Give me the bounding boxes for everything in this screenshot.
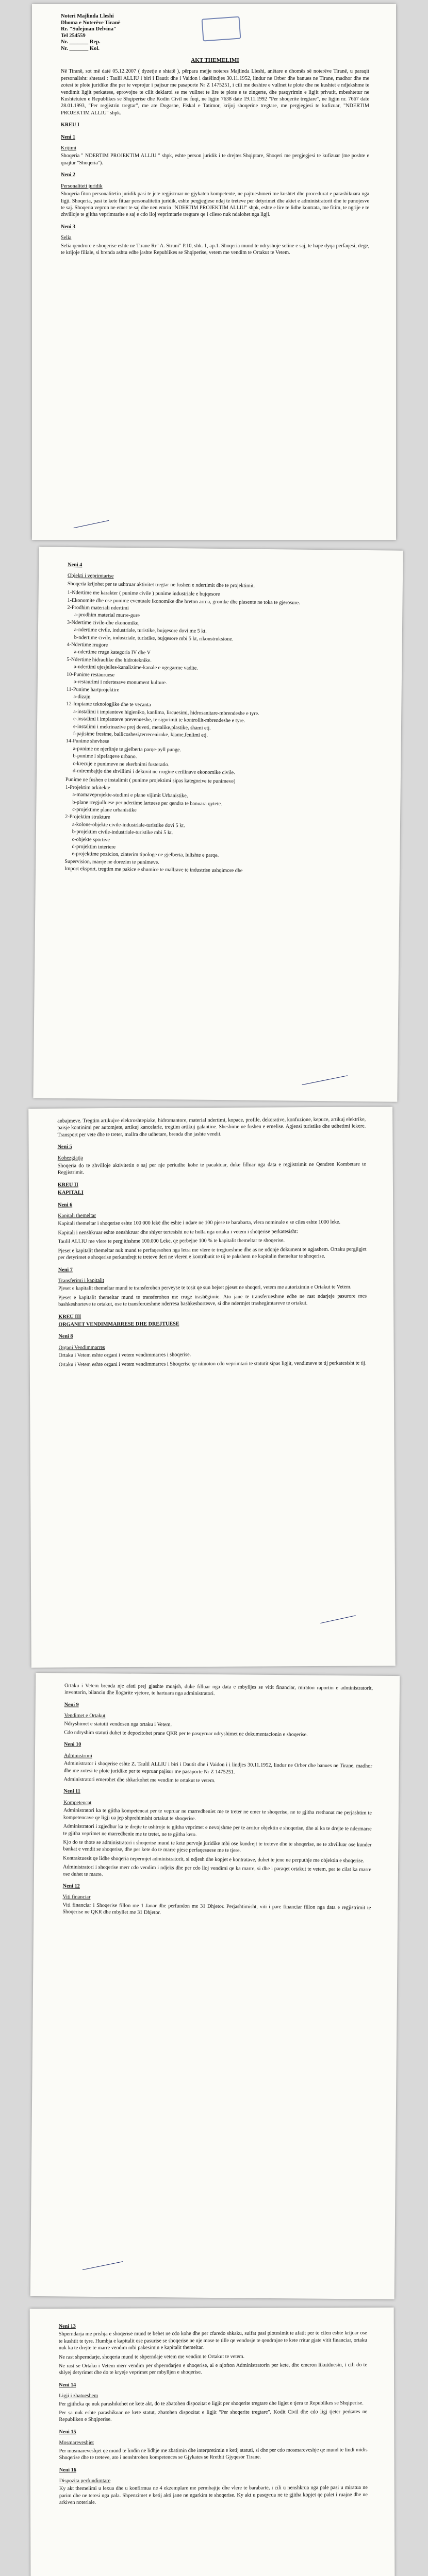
activity-item: d-mirembajtje dhe shvillimi i dekuvit ne rrugine cerilinave ekonomike civile. — [73, 768, 235, 776]
notary-name: Noteri Majlinda Lleshi — [61, 13, 114, 19]
article-10-title: Administrimi — [63, 1753, 92, 1759]
article-15-title: Mosmareveshjet — [59, 2440, 94, 2446]
kreu-3-title: ORGANET VENDIMMARRESE DHE DREJTUESE — [58, 1321, 179, 1328]
activity-tail-item: Import eksport, tregtim me pakice e shumice te mallrave te industrise ushqimore dhe — [64, 866, 243, 874]
activity-list — [65, 589, 376, 777]
kreu-2-title: KAPITALI — [57, 1190, 84, 1196]
article-4-title: Objekti i veprimtarise — [67, 573, 114, 580]
activity-item: c-krecuje e punimeve ne ekerbnimi fusteratlo. — [73, 760, 170, 768]
document-page-1 — [32, 4, 396, 540]
article-11-text-5: Administratori i shoqerise merr cdo vendim i ndjeks dhe per cdo lloj vendimi qe ka marre, si dhe i paraqet ortakut te vetem, per te cilat ka marre ose duhet te marre. — [62, 1864, 372, 1877]
article-2-title: Personaliteti juridik — [61, 183, 103, 189]
signature-mark — [74, 520, 109, 529]
article-9-title: Vendimet e Ortakut — [64, 1713, 106, 1719]
article-13-text-3: Ne rast se Ortaku i Vetem merr vendim per shperndarjen e shoqerise, ai e njofton Administratorin per kete, dhe emeron likuiduesin, i cili do te shlyej detyrimet dhe do te kryeje veprimet per mbylljen e shoqerise. — [58, 2362, 368, 2376]
signature-mark — [302, 1075, 348, 1085]
activity-item: 2-Prodhim materiali ndertimi — [67, 604, 129, 612]
article-12-label: Neni 12 — [62, 1883, 80, 1889]
activity-item: a-ndertime civile, industriale, turistike, bujqesore dovi me 5 kt. — [74, 627, 207, 634]
kreu-1-heading: KREU I — [61, 122, 79, 128]
article-16-title: Dispozita perfundimtare — [59, 2478, 111, 2484]
activity-tail-item: c-objekte sportive — [72, 836, 110, 843]
article-7-text-2: Pjeset e kapitalit themeltar mund te transferohen me rruge trashëgimie. Ato jane te transferueshme edhe ne rast ndarjeje pasurore mes bashkeshorteve te ortakut, ose te transferueshme nderresa bashkeshortesve, si dhe ndermjet trashegimtareve te ortakut. — [58, 1293, 367, 1308]
article-8-text-2: Ortaku i Vetem eshte organi i vetem vendimmarres i Shoqerise qe nimoton cdo veprimtari te statutit sipas ligjit, vendimeve te tij perkatesisht te tij. — [58, 1360, 367, 1368]
notary-address: Rr. "Sulejman Delvina" — [61, 26, 117, 32]
activity-item: 5-Ndertime hidraulike dhe hidroteknike. — [67, 656, 152, 664]
article-6-label: Neni 6 — [58, 1202, 73, 1208]
article-14-text-2: Per sa nuk eshte parashikuar ne kete statut, zbatohen dispozitat e ligjit "Per shoqerite tregtare", Kodit Civil dhe cdo ligj tjeter perkates ne Republiken e Shqiperise. — [59, 2409, 368, 2423]
article-8-title: Organi Vendimmarres — [58, 1344, 105, 1351]
signature-mark — [320, 1615, 356, 1623]
article-15-text: Per mosmareveshjet qe mund te lindin ne lidhje me zbatimin dhe interpretimin e ketij statuti, si dhe per cdo mosmareveshje qe mund te lindi midis Shoqerise dhe te treteve, ato i nenshtrohen kompetences se Gjykates se Rrethit Gjyqesor Tirane. — [59, 2447, 368, 2461]
article-11-text-4: Kontraktuesit qe lidhe shoqeria nepermjet administratorit, si ndjesh dhe kopjet e kontratave, duhet te jene ne perputhje me objektin e shoqerise. — [63, 1855, 365, 1864]
article-9-label: Neni 9 — [64, 1702, 79, 1708]
activity-item: a-dizajn — [73, 693, 91, 700]
article-6-text-3: Taulil ALLIU me vlere te pergjithshme 100.000 Leke, qe perbejne 100 % te kapitalit themeltar te shoqerise. — [58, 1238, 285, 1245]
activity-item: a-restaurimi i ndertesave monument kulture. — [73, 679, 167, 686]
activity-item: a-ndertimi ujesjelles-kanalizime-kanale e ngegarme vadite. — [74, 664, 198, 671]
activity-item: 10-Punime restauruese — [66, 671, 115, 678]
document-page-5 — [30, 2308, 397, 2576]
article-11-title: Kompetencat — [63, 1800, 92, 1806]
article-12-text: Viti financiar i Shoqerise fillon me 1 Janar dhe perfundon me 31 Dhjetor. Perjashtimisht, viti i pare financiar fillon nga data e regjistrimit te Shoqerise ne QKR dhe mbyllet me 31 Dhjetor. — [62, 1902, 371, 1916]
signature-mark — [83, 2261, 123, 2270]
article-10-label: Neni 10 — [64, 1741, 81, 1748]
intro-paragraph: Në Tiranë, sot më datë 05.12.2007 ( dyzetje e shtatë ), përpara mejje noteres Majlinda Lleshi, anëtare e dhomës së noterëve Tiranë, u paraqit personalisht: shtetasi : Taulil ALLIU i biri i Dautit dhe i Vaidon i datëlindjes 30.11.1952, lindur ne Orber dhe banues ne Tirane, madhor dhe me zotesi te plote juridike dhe per te veprojur i pajisur me pasaporte Nr Z 1475251, i cili me deshire e vullnet te plote dhe ne kushtet e ndjekshme te vendimit ligjit perkatese, eprovojne te cilit deklaroi se me vullnet te lire te plote e te zingerte, dhe pasqyrimin e ligjit privatit, mbeshtetur ne Kushtetuten e Republikes se Shqiperise dhe Kodin Civil ne fuqi, ne ligjin 7638 date 19.11.1992 "Per shoqerite tregtare", ne ligjin nr. 7667 date 28.01.1993, "Per regjistrin tregtar", me ate Dogasne, Fiskal e Tatimor, krijoj shoqerine tregtare, me pergjegjesi te kufizuar, "NDERTIM PROJEKTIM ALLIU" shpk. — [61, 69, 369, 116]
notary-phone: Tel 254559 — [61, 32, 86, 39]
article-7-text-1: Pjeset e kapitalit themeltar mund te transferohen perveyse te tosit qe sun bejset pjeset ne shoqeri, vetem me autorizimin e Ortakut te Vetem. — [58, 1284, 352, 1292]
article-4-label: Neni 4 — [68, 562, 83, 568]
document-page-2 — [33, 547, 403, 1101]
article-10-text-1: Administrator i shoqerise eshte Z. Taulil ALLIU i biri i Dautit dhe i Vaidon i i lindjes 30.11.1952, lindur ne Orber dhe banues ne Tirane, madhor dhe me zotesi te plote juridike per te vepruar pajisur me pasaporte Nr Z 1475251. — [63, 1760, 372, 1775]
registry-stamp — [202, 16, 241, 41]
article-4-intro: Shoqeria krijohet per te ushtruar aktivitet tregtar ne fushen e ndertimit dhe te projektimit. — [67, 581, 255, 589]
activity-tail-item: e-projektime pozicion, zinterim tipologe ne gjelberta, lulishte e parqe. — [72, 851, 219, 859]
activity-list-tail — [64, 776, 374, 876]
kreu-3-heading: KREU III — [58, 1313, 81, 1320]
article-8-label: Neni 8 — [58, 1333, 73, 1340]
article-12-title: Viti financiar — [62, 1894, 91, 1901]
activity-tail-item: 2-Projektim strukture — [65, 814, 110, 821]
activity-item: 1-Ndertime me karakter ( punime civile ) punime industriale e bujqesore — [67, 590, 220, 598]
activity-item: f-pajisime fresime, ballicoshesi,terrecenirnke, kiame,fenlimi etj. — [73, 731, 208, 738]
activity-item: 3-Ndertime civile-dhe ekonomike, — [67, 619, 140, 626]
article-5-label: Neni 5 — [57, 1144, 72, 1150]
document-page-4 — [30, 1673, 400, 2299]
article-11-label: Neni 11 — [63, 1788, 80, 1795]
activity-item: b-punime i sipefaqeve urbano. — [73, 753, 137, 760]
article-11-text-2: Administratori i zgjedhur ka te drejte te ushtroje te gjitha veprimet e nevojshme per te arritur objektin e shoqerise, dhe ai ka te drejte te ndermarre te gjitha veprimet ne marredhenie me te tretet, ne te gjitha keto. — [63, 1823, 372, 1838]
article-7-title: Transferimi i kapitalit — [58, 1277, 104, 1284]
activity-tail-item: d-projektim interiere — [72, 844, 116, 850]
activity-tail-item: 1-Projektim arkitekte — [65, 784, 110, 791]
activity-item: 4-Ndertime rrugore — [67, 641, 108, 648]
activity-tail-item: a-kolone-objekte civile-industriale-turistike dovi 5 kt. — [72, 821, 185, 829]
article-5-text: Shoqeria do te zhvilloje aktivitetin e saj per nje periudhe kohe te pacaktuar, duke filluar nga data e regjistrimit ne Qendren Kombetare te Regjistrimit. — [57, 1161, 366, 1176]
article-1-label: Neni 1 — [61, 134, 76, 140]
article-7-label: Neni 7 — [58, 1266, 73, 1273]
article-6-text-2: Kapitali i nenshkruar eshte nenshkruar dhe shlyer tertesisht ne te holla nga ortaku i vetem i shoqerise perkatesisht: — [58, 1228, 298, 1236]
article-15-label: Neni 15 — [59, 2429, 76, 2435]
article-13-text-1: Shperndarja me prishja e shoqerise mund te behet ne cdo kohe dhe per cfaredo shkaku, sulfat pasi plotesimit te afatit per te cilen eshte krijuar ose te kushtit te tyre. Humbja e kapitalit ose pasurise se shoqerise ne nje mase te tille qe vendosje te qendrojne te kete rritur gjate vitit financiar, ortaku nuk ka te drejte te marre vendim mbi pakesimin e kapitalit themeltar. — [58, 2330, 367, 2351]
rep-number: Nr. _______ Rep. — [61, 39, 101, 45]
article-16-label: Neni 16 — [59, 2467, 76, 2473]
activity-item: b-ndertime civile, industriale, turistike, bujqesore mbi 5 kt, rikonstruksione. — [74, 634, 234, 642]
article-9-text-1: Ndryshimet e statutit vendosen nga ortaku i Vetem. — [64, 1721, 172, 1727]
kreu-2-heading: KREU II — [57, 1182, 78, 1188]
article-3-text: Selia qendrore e shoqerise eshte ne Tirane Rr" A. Struni" P.10, shk. 1, ap.1. Shoqeria mund te ndryshoje seline e saj, te hape dyqa perfaqesi, dege, te krijoje filiale, si brenda ashtu edhe jashte Republikes se Shqiperise, vetem me vendim te Ortakut te Vetem. — [61, 243, 369, 256]
activity-tail-item: c-projektime plane urbanistike — [72, 807, 137, 814]
page-3-intro: anbajmeve. Tregtim artikujve elektroshtepiake, hidromantore, material ndertimi, kopace, profile, dekorative, konfuzione, kepuce, artikuj elektrike, paisje kontinimi per automjete, artikuj kancelarie, tregtim artikuj galantine. Shesbime ne fushen e ernelise. Agjensi turistike dhe udhetimi lekere. Transport per vete dhe te treter, mallra dhe udhetare, brenda dhe jashte vendit. — [57, 1116, 366, 1138]
article-16-text: Ky akt themelimi u lexua dhe u konfirmua ne 4 ekzemplare me permbajtje dhe vlere te barabarte, i cili u nenshkrua nga pale pasi u miratua ne parim dhe ne teresi nga pala. Shpenzimet e ketij akti jane ne ngarkim te shoqerise. Ky akt u pasqyrua ne te gjitha kopjet qe palet i ruajne dhe ne arkiven noteriale. — [59, 2485, 368, 2506]
article-8-text-1: Ortaku i Vetem eshte organi i vetem vendimmarres i shoqerise. — [58, 1352, 191, 1359]
article-5-title: Kohezgjatja — [57, 1155, 83, 1161]
activity-item: a-instalimi i impianteve higjeniko, kanlima, lircuesimi, hidrosanitare-mbrendeshe e tyre. — [73, 708, 259, 717]
activity-item: a-punime ne njerlinje te gjelberta parqe-pyll punge. — [73, 745, 182, 753]
activity-tail-item: Punime ne fushen e instalimit ( punime projektimi sipas kategorive te punimeve) — [65, 777, 236, 785]
article-11-text-1: Administratori ka te gjitha kompetencat per te vepruar ne marredheniet me te treter ne emer te shoqerise, ne te gjitha rrethanat me perjashtim te kompetencave qe ligji ua jep shprehimisht ortakut te shoqerise. — [63, 1807, 372, 1822]
article-9-text-2: Cdo ndryshim statuti duhet te depozitohet prane QKR per te pasqyruar ndryshimet ne dokumentacionin e shoqerise. — [64, 1730, 308, 1738]
activity-item: 1-Ekonomite dhe ose punime eventuale ikonomike dhe breton arrna, gromke dhe plasente ne toka te gjerosure. — [67, 597, 300, 606]
activity-item: 11-Punime hartprojektire — [66, 686, 120, 693]
article-14-label: Neni 14 — [59, 2382, 76, 2388]
article-6-text-1: Kapitali themeltar i shoqerise eshte 100 000 lekë dhe eshte i ndare ne 100 pjese te barabarta, vlera nominale e se ciles eshte 1000 leke. — [58, 1219, 341, 1227]
article-2-label: Neni 2 — [61, 172, 76, 178]
article-1-title: Krijimi — [61, 145, 76, 151]
article-11-text-3: Kjo do te thote se administratori i shoqerise mund te kete pervoje juridike mbi ose kundrejt te treteve dhe te shoqerise, ne te zhvilluar ose kunder bankat e vendit se shoqerise, dhe per kete do te marre pjese perfaqesuese me te tjere. — [63, 1839, 372, 1854]
article-14-title: Ligji i zbatueshem — [59, 2393, 98, 2399]
article-13-text-2: Ne rast shperndarje, shoqeria mund te shperndaje vetem me vendim te Ortakut te vetem. — [58, 2353, 245, 2360]
activity-item: e-instalimi i mekrinazive prej deveti, metalike,plastike, shami etj. — [73, 723, 211, 731]
article-3-label: Neni 3 — [61, 224, 76, 230]
article-6-title: Kapitali themeltar — [58, 1213, 96, 1219]
notary-chamber: Dhoma e Noterëve Tiranë — [61, 20, 121, 26]
activity-tail-item: b-plane rregjulluese per ndertime lartuese per qendra te banuara qytete. — [72, 799, 222, 807]
activity-item: a-ndertime rruge kategoria IV dhe V — [74, 649, 151, 656]
activity-item: a-prodhim material murre-gure — [74, 612, 140, 619]
article-6-text-4: Pjeset e kapitalit themeltar nuk mund te perfaqesohen nga letra me vlere te tregtueshme dhe as ne ndonje dokument te ngjashem. Ortaku pergjigjet per detyrimet e shoqerise perkundrejt te treteve deri ne vleren e kontributit te tij te pakshem ne kapitalin themeltar te shoqerise. — [58, 1246, 367, 1261]
activity-item: 14-Punime shevhese — [65, 738, 109, 745]
article-3-title: Selia — [61, 235, 72, 241]
document-page-3 — [28, 1107, 396, 1668]
activity-item: e-instalimi i impianteve prevenueshe, te sigurimit te kontrollit-mbrendeshe e tyre. — [73, 716, 245, 724]
page-4-intro: Ortaku i Vetem brenda nje afati prej gjashte muajsh, duke filluar nga data e mbylljes se vitit financiar, miraton raportin e administratorit, inventarin, bilancin dhe llogarite vjetore, te hartuara nga administratori. — [64, 1683, 373, 1697]
activity-item: 12-Impiante teknologjike dhe te vecanta — [66, 701, 151, 708]
article-2-text: Shoqeria fiton personalitetin juridik pasi te jete regjistruar ne gjykaten kompetente, ne pajtueshmeri me kushtet dhe procedurat e parashikuara nga ligji. Shoqeria, pasi te kete fituar personalitetin juridik, eshte pergjegjese ndaj te treteve per detyrimet dhe aktet e administratorit dhe te punojesve te saj. Shoqeria vepron ne emer te saj dhe nen emrin "NDERTIM PROJEKTIM ALLIU" shpk, eshte e lire te lidhe kontrata, me fitim, te ngrije e te zhvilloje te gjitha veprimtarite e saj e cdo lloj veprimtarie tregtare qe i cileso nuk ndalohet nga ligji. — [61, 191, 369, 218]
activity-tail-item: b-projektim civile-industriale-turistike mbi 5 kt. — [72, 829, 173, 836]
article-10-text-2: Administratori emerohet dhe shkarkohet me vendim te ortakut te vetem. — [63, 1776, 216, 1784]
article-13-label: Neni 13 — [58, 2323, 76, 2330]
activity-tail-item: a-mamaveprojekte-studimi e plane vijimit Urbanistike, — [72, 792, 188, 799]
kol-number: Nr. _______ Kol. — [61, 45, 100, 52]
article-14-text-1: Per gjithcka qe nuk parashikohet ne kete akt, do te zbatohen dispozitat e ligjit per shoqerite tregtare dhe ligjet e tjera te Republikes se Shqiperise. — [59, 2400, 364, 2407]
document-title: AKT THEMELIMI — [191, 57, 239, 63]
article-1-text: Shoqeria " NDERTIM PROJEKTIM ALLIU " shpk, eshte person juridik i te drejtes Shqiptare, Shoqeri me pergjegjesi te kufizuar (me poshte e quajtur "Shoqeria"). — [61, 153, 369, 166]
activity-tail-item: Supervision, marrje ne dorezim te punimeve. — [64, 858, 159, 866]
